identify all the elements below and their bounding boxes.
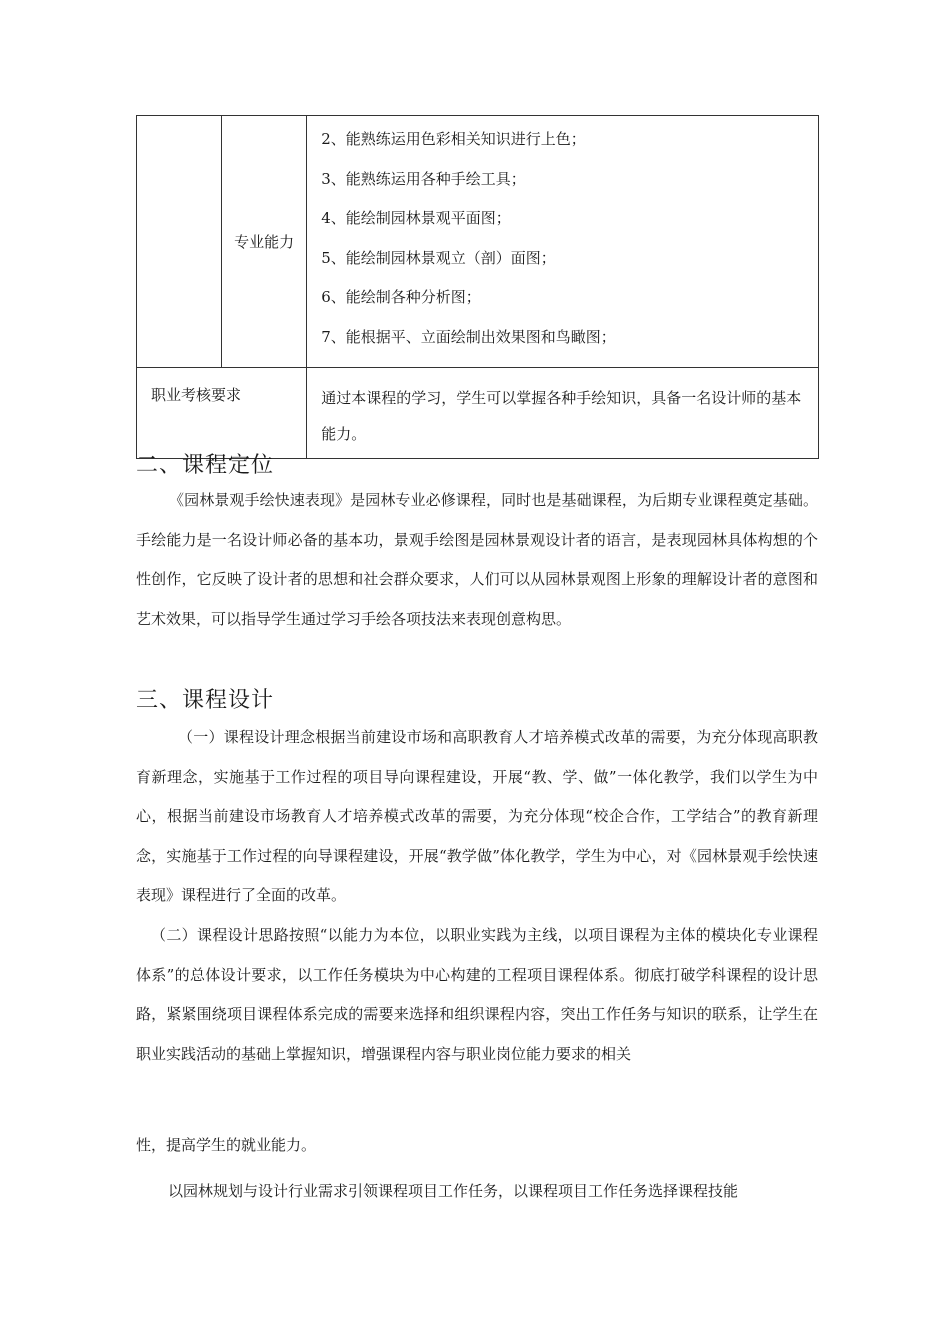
course-design-concept-paragraph: （一）课程设计理念根据当前建设市场和高职教育人才培养模式改革的需要，为充分体现高职教育新理念，实施基于工作过程的项目导向课程建设，开展“教、学、做”一体化教学，我们以学生为中心，根据当前建设市场教育人才培养模式改革的需要，为充分体现“校企合作，工学结合”的教育新理念，实施基于工作过程的向导课程建设，开展“教学做”体化教学，学生为中心，对《园林景观手绘快速表现》课程进行了全面的改革。 [136, 728, 818, 904]
assessment-label: 职业考核要求 [151, 386, 242, 404]
ability-item: 6、能绘制各种分析图； [321, 288, 481, 306]
section-2-paragraph: 《园林景观手绘快速表现》是园林专业必修课程，同时也是基础课程，为后期专业课程奠定基础。手绘能力是一名设计师必备的基本功，景观手绘图是园林景观设计者的语言，是表现园林具体构想的个性创作，它反映了设计者的思想和社会群众要求，人们可以从园林景观图上形象的理解设计者的意图和艺术效果，可以指导学生通过学习手绘各项技法来表现创意构思。 [136, 491, 818, 628]
ability-item: 7、能根据平、立面绘制出效果图和鸟瞰图； [321, 327, 616, 346]
assessment-text-cell [307, 368, 819, 459]
approach-paragraph-tail: 性，提高学生的就业能力。 [136, 1136, 317, 1154]
ability-item: 5、能绘制园林景观立（剖）面图； [321, 248, 556, 267]
ability-row [137, 116, 819, 368]
assessment-text: 通过本课程的学习，学生可以掌握各种手绘知识，具备一名设计师的基本能力。 [321, 389, 802, 443]
empty-category-cell [137, 116, 222, 368]
requirements-table [136, 115, 819, 459]
assessment-label-cell [137, 368, 307, 459]
ability-item: 3、能熟练运用各种手绘工具； [321, 169, 526, 188]
assessment-row [137, 368, 819, 459]
ability-item: 4、能绘制园林景观平面图； [321, 209, 511, 227]
course-design-approach-paragraph: （二）课程设计思路按照“以能力为本位，以职业实践为主线，以项目课程为主体的模块化专业课程体系”的总体设计要求，以工作任务模块为中心构建的工程项目课程体系。彻底打破学科课程的设计思路，紧紧围绕项目课程体系完成的需要来选择和组织课程内容，突出工作任务与知识的联系，让学生在职业实践活动的基础上掌握知识，增强课程内容与职业岗位能力要求的相关 [136, 926, 818, 1063]
ability-item: 2、能熟练运用色彩相关知识进行上色； [321, 130, 586, 148]
industry-demand-paragraph: 以园林规划与设计行业需求引领课程项目工作任务，以课程项目工作任务选择课程技能 [168, 1182, 739, 1200]
ability-label: 专业能力 [222, 116, 307, 368]
section-3-heading: 三、课程设计 [136, 688, 275, 713]
section-2-heading: 二、课程定位 [136, 453, 275, 478]
ability-items-cell [307, 116, 819, 368]
